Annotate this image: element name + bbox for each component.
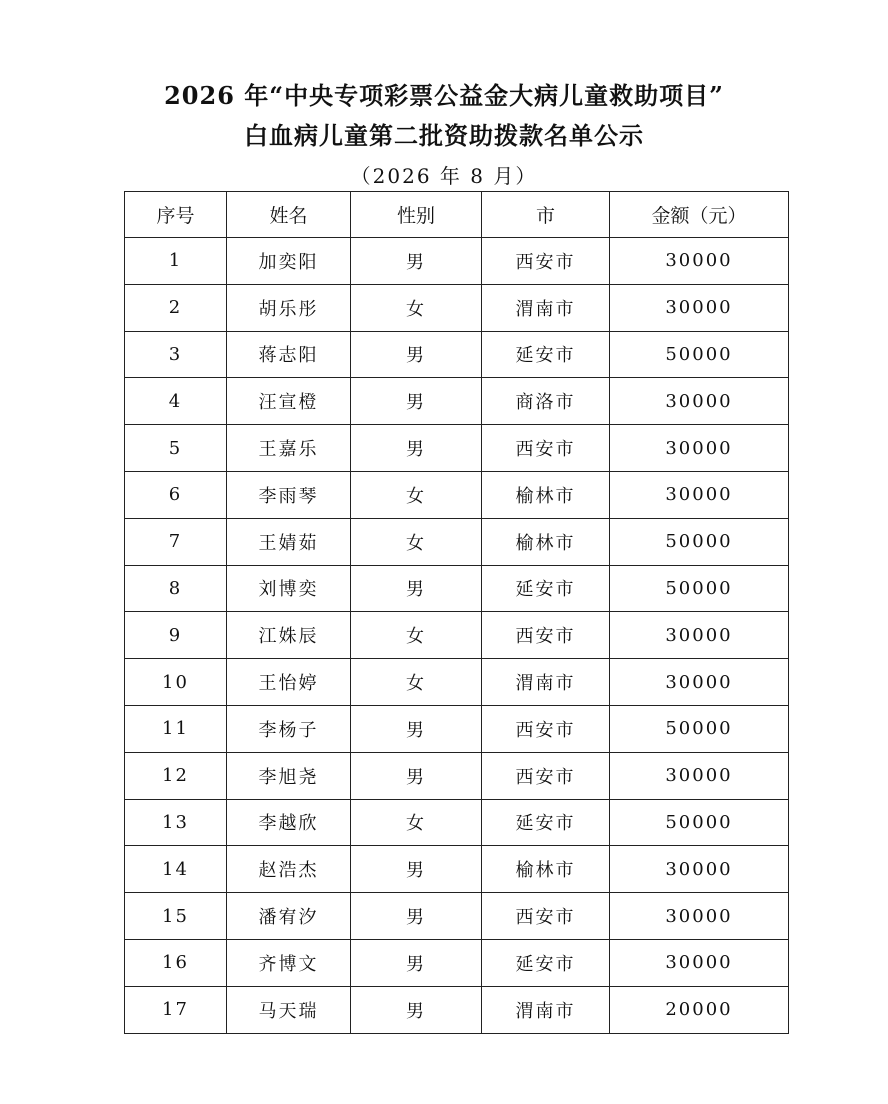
cell-amount: 30000 bbox=[610, 425, 789, 472]
document-title-line-2: 白血病儿童第二批资助拨款名单公示 bbox=[244, 121, 644, 150]
cell-amount: 50000 bbox=[610, 331, 789, 378]
cell-gender: 男 bbox=[351, 939, 482, 986]
cell-index: 9 bbox=[125, 612, 227, 659]
table-row bbox=[125, 799, 789, 846]
cell-index: 10 bbox=[125, 659, 227, 706]
cell-city: 西安市 bbox=[482, 705, 610, 752]
cell-gender: 男 bbox=[351, 986, 482, 1033]
cell-city: 延安市 bbox=[482, 565, 610, 612]
cell-city: 渭南市 bbox=[482, 659, 610, 706]
table-row bbox=[125, 331, 789, 378]
header-amount: 金额（元） bbox=[610, 192, 789, 238]
table-row bbox=[125, 238, 789, 285]
cell-index: 12 bbox=[125, 752, 227, 799]
table-row bbox=[125, 659, 789, 706]
header-index: 序号 bbox=[125, 192, 227, 238]
cell-gender: 男 bbox=[351, 565, 482, 612]
document-title-line-1: 2026 年“中央专项彩票公益金大病儿童救助项目” bbox=[164, 81, 724, 110]
cell-name: 王嘉乐 bbox=[227, 425, 351, 472]
table-row bbox=[125, 378, 789, 425]
cell-name: 李杨子 bbox=[227, 705, 351, 752]
cell-gender: 女 bbox=[351, 518, 482, 565]
cell-index: 2 bbox=[125, 284, 227, 331]
cell-gender: 男 bbox=[351, 893, 482, 940]
cell-city: 榆林市 bbox=[482, 518, 610, 565]
cell-city: 延安市 bbox=[482, 939, 610, 986]
cell-amount: 30000 bbox=[610, 378, 789, 425]
cell-index: 6 bbox=[125, 471, 227, 518]
cell-amount: 30000 bbox=[610, 752, 789, 799]
cell-index: 5 bbox=[125, 425, 227, 472]
cell-name: 齐博文 bbox=[227, 939, 351, 986]
cell-city: 延安市 bbox=[482, 799, 610, 846]
cell-amount: 30000 bbox=[610, 939, 789, 986]
cell-name: 李雨琴 bbox=[227, 471, 351, 518]
cell-amount: 30000 bbox=[610, 846, 789, 893]
table-row bbox=[125, 939, 789, 986]
cell-amount: 50000 bbox=[610, 705, 789, 752]
cell-gender: 女 bbox=[351, 612, 482, 659]
cell-name: 李越欣 bbox=[227, 799, 351, 846]
table-row bbox=[125, 565, 789, 612]
cell-name: 王婧茹 bbox=[227, 518, 351, 565]
cell-city: 榆林市 bbox=[482, 846, 610, 893]
table-row bbox=[125, 518, 789, 565]
cell-name: 蒋志阳 bbox=[227, 331, 351, 378]
cell-city: 西安市 bbox=[482, 238, 610, 285]
header-city: 市 bbox=[482, 192, 610, 238]
cell-gender: 女 bbox=[351, 471, 482, 518]
cell-city: 渭南市 bbox=[482, 284, 610, 331]
cell-amount: 20000 bbox=[610, 986, 789, 1033]
cell-city: 西安市 bbox=[482, 893, 610, 940]
cell-name: 加奕阳 bbox=[227, 238, 351, 285]
cell-amount: 50000 bbox=[610, 518, 789, 565]
cell-city: 西安市 bbox=[482, 752, 610, 799]
cell-amount: 30000 bbox=[610, 471, 789, 518]
cell-amount: 30000 bbox=[610, 893, 789, 940]
cell-city: 榆林市 bbox=[482, 471, 610, 518]
cell-index: 16 bbox=[125, 939, 227, 986]
cell-index: 8 bbox=[125, 565, 227, 612]
cell-name: 江姝辰 bbox=[227, 612, 351, 659]
cell-name: 王怡婷 bbox=[227, 659, 351, 706]
cell-gender: 男 bbox=[351, 378, 482, 425]
cell-index: 1 bbox=[125, 238, 227, 285]
cell-amount: 30000 bbox=[610, 284, 789, 331]
header-name: 姓名 bbox=[227, 192, 351, 238]
cell-index: 4 bbox=[125, 378, 227, 425]
table-row bbox=[125, 705, 789, 752]
cell-name: 潘宥汐 bbox=[227, 893, 351, 940]
cell-city: 西安市 bbox=[482, 425, 610, 472]
table-header-row bbox=[125, 192, 789, 238]
table-row bbox=[125, 425, 789, 472]
cell-index: 13 bbox=[125, 799, 227, 846]
cell-name: 李旭尧 bbox=[227, 752, 351, 799]
cell-name: 马天瑞 bbox=[227, 986, 351, 1033]
cell-gender: 女 bbox=[351, 284, 482, 331]
cell-city: 西安市 bbox=[482, 612, 610, 659]
cell-gender: 男 bbox=[351, 425, 482, 472]
funding-list-table bbox=[124, 191, 789, 1034]
cell-amount: 30000 bbox=[610, 659, 789, 706]
cell-gender: 男 bbox=[351, 846, 482, 893]
cell-city: 延安市 bbox=[482, 331, 610, 378]
cell-index: 15 bbox=[125, 893, 227, 940]
header-gender: 性别 bbox=[351, 192, 482, 238]
cell-name: 赵浩杰 bbox=[227, 846, 351, 893]
cell-name: 汪宣橙 bbox=[227, 378, 351, 425]
cell-gender: 女 bbox=[351, 799, 482, 846]
table-row bbox=[125, 846, 789, 893]
cell-amount: 30000 bbox=[610, 612, 789, 659]
cell-index: 3 bbox=[125, 331, 227, 378]
cell-gender: 男 bbox=[351, 238, 482, 285]
cell-amount: 50000 bbox=[610, 565, 789, 612]
table-row bbox=[125, 752, 789, 799]
table-row bbox=[125, 471, 789, 518]
table-row bbox=[125, 612, 789, 659]
cell-gender: 男 bbox=[351, 331, 482, 378]
cell-index: 17 bbox=[125, 986, 227, 1033]
cell-name: 刘博奕 bbox=[227, 565, 351, 612]
cell-gender: 男 bbox=[351, 705, 482, 752]
cell-amount: 50000 bbox=[610, 799, 789, 846]
cell-city: 商洛市 bbox=[482, 378, 610, 425]
document-date: （2026 年 8 月） bbox=[350, 164, 538, 188]
table-row bbox=[125, 986, 789, 1033]
cell-index: 7 bbox=[125, 518, 227, 565]
table-row bbox=[125, 893, 789, 940]
table-row bbox=[125, 284, 789, 331]
cell-index: 14 bbox=[125, 846, 227, 893]
cell-gender: 男 bbox=[351, 752, 482, 799]
cell-gender: 女 bbox=[351, 659, 482, 706]
cell-city: 渭南市 bbox=[482, 986, 610, 1033]
cell-amount: 30000 bbox=[610, 238, 789, 285]
cell-name: 胡乐彤 bbox=[227, 284, 351, 331]
cell-index: 11 bbox=[125, 705, 227, 752]
